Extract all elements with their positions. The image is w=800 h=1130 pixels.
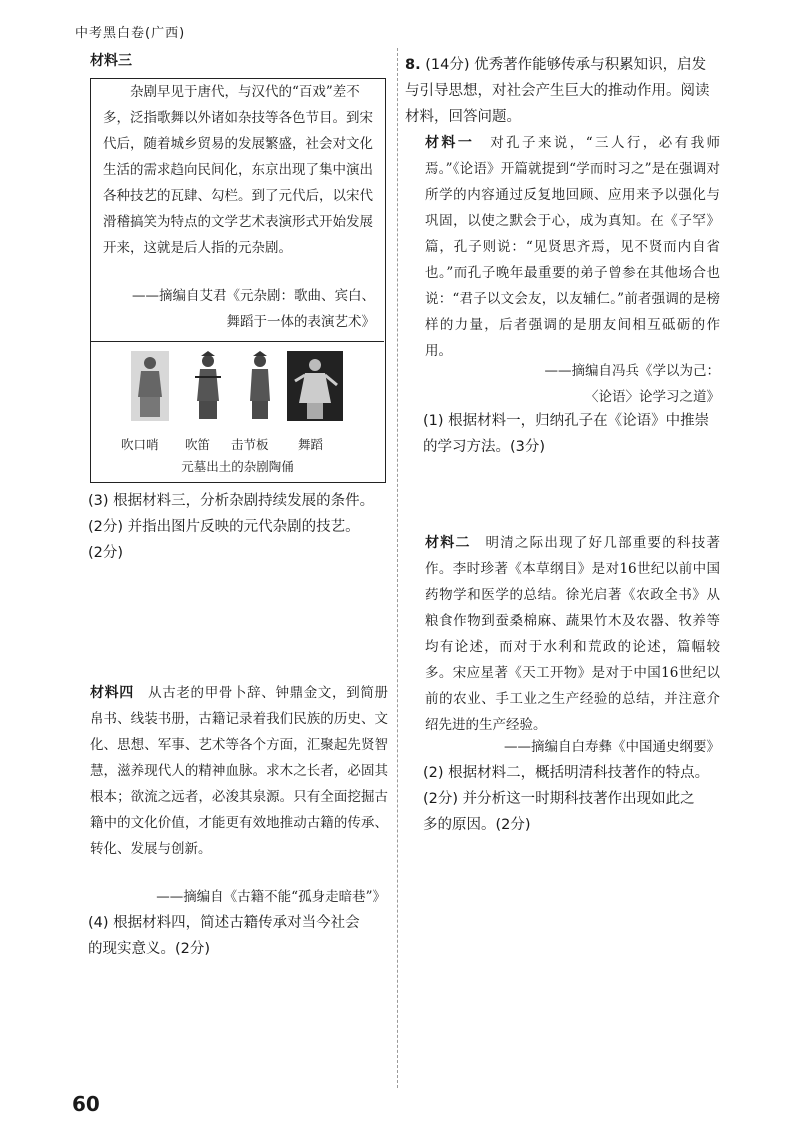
page-number: 60	[72, 1092, 100, 1116]
material3-source-line2: 舞蹈于一体的表演艺术》	[226, 314, 375, 330]
column-divider	[397, 48, 398, 1088]
material3-source	[131, 283, 375, 335]
question-8-number: 8.	[405, 57, 421, 73]
question-3-line2: (2分) 并指出图片反映的元代杂剧的技艺。	[88, 519, 360, 535]
figurine-dance-icon	[287, 351, 343, 421]
material4-label: 材料四	[90, 685, 134, 701]
material1-source-line1: ——摘编自冯兵《学以为己：	[544, 363, 720, 379]
page-header: 中考黑白卷(广西)	[75, 26, 186, 41]
material1-label: 材料一	[425, 135, 475, 151]
material2-block	[425, 530, 720, 738]
question-4-line2: 的现实意义。(2分)	[88, 941, 211, 957]
question-2-line1: (2) 根据材料二，概括明清科技著作的特点。	[423, 765, 710, 781]
question-1-line2: 的学习方法。(3分)	[423, 439, 546, 455]
material1-text: 对孔子来说，“三人行，必有我师焉。”《论语》开篇就提到“学而时习之”是在强调对所学的内容通过反复地回顾、应用来予以强化与巩固，以使之默会于心，成为真知。在《子罕》篇，孔子则说：“见贤思齐焉，见不贤而内自省也。”而孔子晚年最重要的弟子曾参在其他场合也说：“君子以文会友，以友辅仁。”前者强调的是榜样的力量，后者强调的是朋友间相互砥砺的作用。	[425, 135, 720, 359]
question-1-line1: (1) 根据材料一，归纳孔子在《论语》中推崇	[423, 413, 710, 429]
figurine-clapper-icon	[241, 351, 279, 421]
question-8-intro	[405, 52, 720, 130]
figure-caption-3: 击节板	[231, 437, 269, 452]
material4-text: 从古老的甲骨卜辞、钟鼎金文，到简册帛书、线装书册，古籍记录着我们民族的历史、文化、思想、军事、艺术等各个方面，汇聚起先贤智慧，滋养现代人的精神血脉。求木之长者，必固其根本；欲流之远者，必浚其泉源。只有全面挖掘古籍中的文化价值，才能更有效地推动古籍的传承、转化、发展与创新。	[90, 685, 389, 857]
material3-text-block	[103, 79, 379, 261]
question-2	[423, 760, 723, 838]
material3-box	[90, 78, 386, 483]
question-2-line2: (2分) 并分析这一时期科技著作出现如此之	[423, 791, 695, 807]
material3-label: 材料三	[90, 53, 132, 69]
material1-source	[425, 358, 720, 410]
material2-text: 明清之际出现了好几部重要的科技著作。李时珍著《本草纲目》是对16世纪以前中国药物学和医学的总结。徐光启著《农政全书》从粮食作物到蚕桑棉麻、蔬果竹木及农器、牧养等均有论述，而对于水利和荒政的论述，篇幅较多。宋应星著《天工开物》是对于中国16世纪以前的农业、手工业之生产经验的总结，并注意介绍先进的生产经验。	[425, 535, 721, 733]
material1-source-line2: 〈论语〉论学习之道》	[585, 389, 720, 405]
figurine-flute-icon	[189, 351, 227, 421]
material2-label: 材料二	[425, 535, 471, 551]
question-2-line3: 多的原因。(2分)	[423, 817, 531, 833]
material4-block	[90, 680, 388, 862]
figurine-whistle-icon	[131, 351, 169, 421]
figure-title: 元墓出土的杂剧陶俑	[181, 459, 294, 474]
question-3-line3: (2分)	[88, 545, 124, 561]
material3-text: 杂剧早见于唐代，与汉代的“百戏”差不多，泛指歌舞以外诸如杂技等各色节目。到宋代后，随着城乡贸易的发展繁盛，社会对文化生活的需求趋向民间化，东京出现了集中演出各种技艺的瓦肆、勾栏。到了元代后，以宋代滑稽搞笑为特点的文学艺术表演形式开始发展开来，这就是后人指的元杂剧。	[103, 84, 373, 256]
material3-source-line1: ——摘编自艾君《元杂剧：歌曲、宾白、	[132, 288, 375, 304]
question-3-line1: (3) 根据材料三，分析杂剧持续发展的条件。	[88, 493, 375, 509]
material2-source: ——摘编自白寿彝《中国通史纲要》	[504, 739, 720, 755]
question-4	[88, 910, 388, 962]
question-1	[423, 408, 723, 460]
figure-caption-1: 吹口哨	[121, 437, 159, 452]
question-3	[88, 488, 388, 566]
figure-caption-4: 舞蹈	[298, 437, 324, 452]
figure-caption-2: 吹笛	[185, 437, 211, 452]
box-divider	[91, 341, 384, 342]
question-4-line1: (4) 根据材料四，简述古籍传承对当今社会	[88, 915, 360, 931]
material1-block	[425, 130, 720, 364]
material4-source: ——摘编自《古籍不能“孤身走暗巷”》	[156, 889, 386, 905]
question-8-text: (14分) 优秀著作能够传承与积累知识，启发与引导思想，对社会产生巨大的推动作用。阅读材料，回答问题。	[405, 57, 710, 125]
